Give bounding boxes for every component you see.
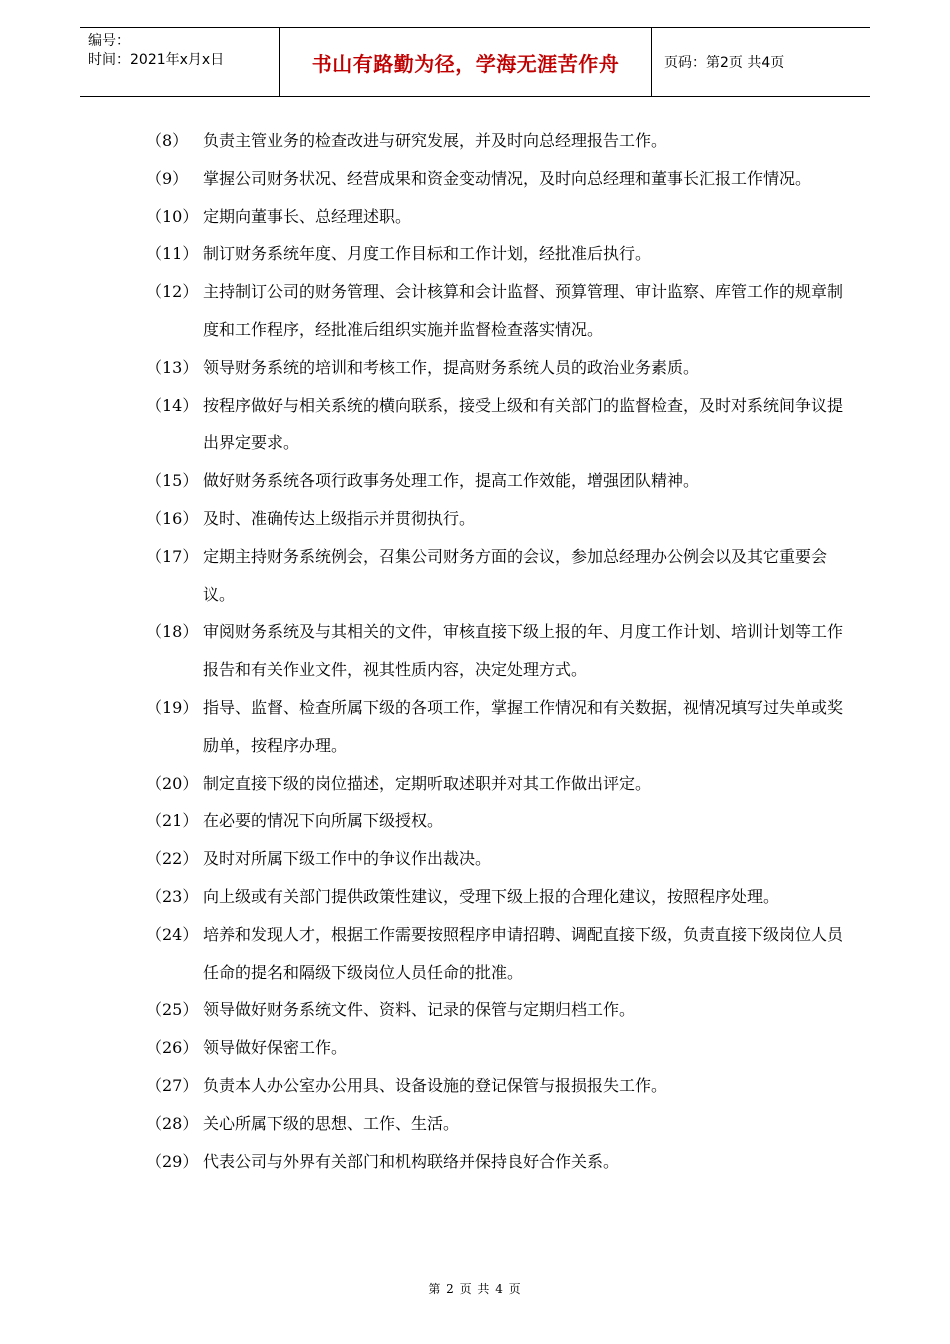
list-item [146,387,856,463]
header-page-code: 页码：第2页 共4页 [664,55,785,71]
item-number: （27） [146,1075,199,1095]
item-text: 主持制订公司的财务管理、会计核算和会计监督、预算管理、审计监察、库管工作的规章制度和工作程序，经批准后组织实施并监督检查落实情况。 [203,282,844,339]
item-number: （20） [146,773,199,793]
page-header [80,27,870,97]
item-number: （14） [146,395,199,415]
list-item [146,840,856,878]
list-item [146,349,856,387]
list-item [146,916,856,992]
item-number: （16） [146,508,199,528]
item-text: 制订财务系统年度、月度工作目标和工作计划，经批准后执行。 [203,244,652,264]
list-item [146,1029,856,1067]
item-number: （29） [146,1151,199,1171]
item-text: 及时对所属下级工作中的争议作出裁决。 [203,849,492,869]
list-item [146,462,856,500]
item-text: 在必要的情况下向所属下级授权。 [203,811,444,831]
item-text: 做好财务系统各项行政事务处理工作，提高工作效能，增强团队精神。 [203,471,700,491]
item-text: 负责主管业务的检查改进与研究发展，并及时向总经理报告工作。 [203,131,668,150]
item-number: （28） [146,1113,199,1133]
list-item [146,1105,856,1143]
list-item [146,122,856,160]
item-text: 领导财务系统的培训和考核工作，提高财务系统人员的政治业务素质。 [203,357,700,377]
list-item [146,689,856,765]
item-text: 制定直接下级的岗位描述，定期听取述职并对其工作做出评定。 [203,773,652,793]
item-text: 定期向董事长、总经理述职。 [203,206,412,226]
list-item [146,765,856,803]
item-number: （18） [146,622,199,642]
item-number: （9） [146,168,189,188]
document-number-label: 编号： [88,33,130,49]
item-text: 代表公司与外界有关部门和机构联络并保持良好合作关系。 [203,1151,620,1171]
list-item [146,878,856,916]
list-item [146,613,856,689]
item-text: 指导、监督、检查所属下级的各项工作，掌握工作情况和有关数据，视情况填写过失单或奖励单，按程序办理。 [203,697,844,755]
item-text: 定期主持财务系统例会，召集公司财务方面的会议，参加总经理办公例会以及其它重要会议。 [203,546,828,604]
list-item [146,160,856,198]
header-info [80,28,280,96]
item-number: （26） [146,1038,199,1058]
item-number: （17） [146,546,199,566]
item-text: 及时、准确传达上级指示并贯彻执行。 [203,508,476,528]
item-text: 审阅财务系统及与其相关的文件，审核直接下级上报的年、月度工作计划、培训计划等工作报告和有关作业文件，视其性质内容，决定处理方式。 [203,622,844,680]
item-text: 掌握公司财务状况、经营成果和资金变动情况，及时向总经理和董事长汇报工作情况。 [203,168,812,188]
item-text: 按程序做好与相关系统的横向联系，接受上级和有关部门的监督检查，及时对系统间争议提出界定要求。 [203,395,844,453]
list-item [146,991,856,1029]
duty-list [146,122,856,1180]
list-item [146,198,856,236]
item-number: （22） [146,849,199,869]
item-text: 培养和发现人才，根据工作需要按照程序申请招聘、调配直接下级，负责直接下级岗位人员任命的提名和隔级下级岗位人员任命的批准。 [203,924,844,982]
item-number: （13） [146,357,199,377]
header-motto: 书山有路勤为径，学海无涯苦作舟 [280,28,652,96]
item-number: （10） [146,206,199,226]
item-text: 关心所属下级的思想、工作、生活。 [203,1113,460,1133]
list-item [146,235,856,273]
page-footer: 第 2 页 共 4 页 [428,1282,522,1296]
item-text: 领导做好保密工作。 [203,1038,348,1058]
item-number: （11） [146,244,199,264]
item-number: （19） [146,697,199,717]
item-number: （25） [146,1000,199,1020]
document-time-label: 时间：2021年x月x日 [88,52,225,68]
list-item [146,1143,856,1181]
item-text: 向上级或有关部门提供政策性建议，受理下级上报的合理化建议，按照程序处理。 [203,886,780,906]
item-number: （8） [146,131,189,150]
item-number: （24） [146,924,199,944]
item-number: （21） [146,811,199,831]
item-number: （15） [146,471,199,491]
list-item [146,802,856,840]
list-item [146,273,856,349]
list-item [146,500,856,538]
item-text: 负责本人办公室办公用具、设备设施的登记保管与报损报失工作。 [203,1075,668,1095]
item-number: （12） [146,282,199,302]
list-item [146,538,856,614]
list-item [146,1067,856,1105]
item-number: （23） [146,886,199,906]
item-text: 领导做好财务系统文件、资料、记录的保管与定期归档工作。 [203,1000,636,1020]
